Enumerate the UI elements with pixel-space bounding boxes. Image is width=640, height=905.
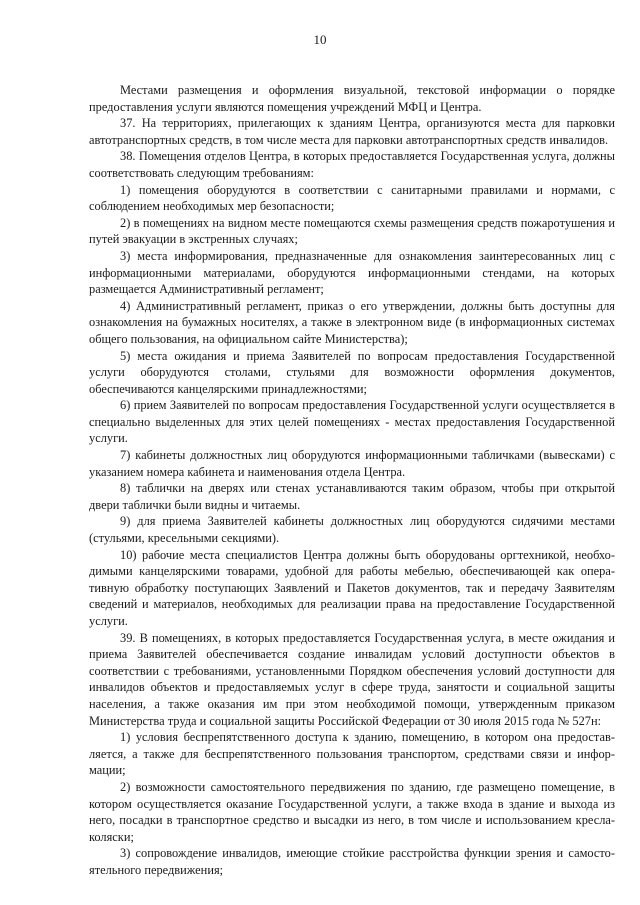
list-item-38-1: 1) помещения оборудуются в соответствии с санитарными правилами и нормами, с соблюдением необходимых мер безопасности; bbox=[89, 182, 615, 214]
list-item-38-2: 2) в помещениях на видном месте помещаются схемы размещения средств пожаротушения и путей эвакуации в экстренных случаях; bbox=[89, 215, 615, 247]
paragraph-38-requirements: 38. Помещения отделов Центра, в которых предоставляется Государственная услуга, должны соответствовать следующим требованиям: bbox=[89, 149, 615, 180]
document-body bbox=[89, 82, 615, 879]
list-item-38-10: 10) рабочие места специалистов Центра должны быть оборудованы оргтехникой, необходимыми канцелярскими товарами, удобной для работы мебелью, обеспечивающей как оперативную обработку поступающих Заявлений и Пакетов документов, так и передачу Заявителям сведений и материалов, необходимых для реализации права на предоставление Государственной услуги. bbox=[89, 547, 615, 628]
list-item-38-6: 6) прием Заявителей по вопросам предоставления Государственной услуги осуществляется в специально выделенных для этих целей помещениях - местах предоставления Государственной услуги. bbox=[89, 398, 615, 446]
paragraph-placement-info: Местами размещения и оформления визуальной, текстовой информации о порядке предоставления услуги являются помещения учреждений МФЦ и Центра. bbox=[89, 83, 615, 114]
paragraph-37-parking: 37. На территориях, прилегающих к зданиям Центра, организуются места для парковки автотранспортных средств, в том числе места для парковки автотранспортных средств инвалидов. bbox=[89, 116, 615, 147]
list-item-38-7: 7) кабинеты должностных лиц оборудуются информационными табличками (вывесками) с указанием номера кабинета и наименования отдела Центра. bbox=[89, 448, 615, 479]
list-item-38-4: 4) Административный регламент, приказ о его утверждении, должны быть доступны для ознакомления на бумажных носителях, а также в электронном виде (в информационных системах общего пользования, на официальном сайте Министерства); bbox=[89, 298, 615, 346]
list-item-39-2: 2) возможности самостоятельного передвижения по зданию, где размещено помещение, в котором осуществляется оказание Государственной услуги, а также входа в здание и выхода из него, посадки в транспортное средство и высадки из него, в том числе и использованием кресла-коляски; bbox=[89, 779, 615, 844]
list-item-38-3: 3) места информирования, предназначенные для ознакомления заинтересованных лиц с информационными материалами, оборудуются информационными стендами, на которых размещается Административный регламент; bbox=[89, 248, 615, 297]
paragraph-39-accessibility: 39. В помещениях, в которых предоставляется Государственная услуга, в месте ожидания и приема Заявителей обеспечивается создание инвалидам условий доступности объектов в соответствии с требованиями, установленными Порядком обеспечения условий доступности для инвалидов объектов и предоставляемых услуг в сфере труда, занятости и социальной защиты населения, а также оказания им при этом необходимой помощи, утвержденным приказом Министерства труда и социальной защиты Российской Федерации от 30 июля 2015 года № 527н: bbox=[89, 630, 615, 728]
list-item-39-3: 3) сопровождение инвалидов, имеющие стойкие расстройства функции зрения и самостоятельного передвижения; bbox=[89, 846, 615, 877]
list-item-38-5: 5) места ожидания и приема Заявителей по вопросам предоставления Государственной услуги оборудуются столами, стульями для возможности оформления документов, обеспечиваются канцелярскими принадлежностями; bbox=[89, 348, 615, 396]
list-item-38-9: 9) для приема Заявителей кабинеты должностных лиц оборудуются сидячими местами (стульями, кресельными секциями). bbox=[89, 514, 615, 546]
page-number: 10 bbox=[313, 32, 327, 47]
list-item-38-8: 8) таблички на дверях или стенах устанавливаются таким образом, чтобы при открытой двери таблички были видны и читаемы. bbox=[89, 481, 615, 512]
list-item-39-1: 1) условия беспрепятственного доступа к зданию, помещению, в котором она предоставляется, а также для беспрепятственного пользования транспортом, средствами связи и информации; bbox=[89, 730, 615, 778]
